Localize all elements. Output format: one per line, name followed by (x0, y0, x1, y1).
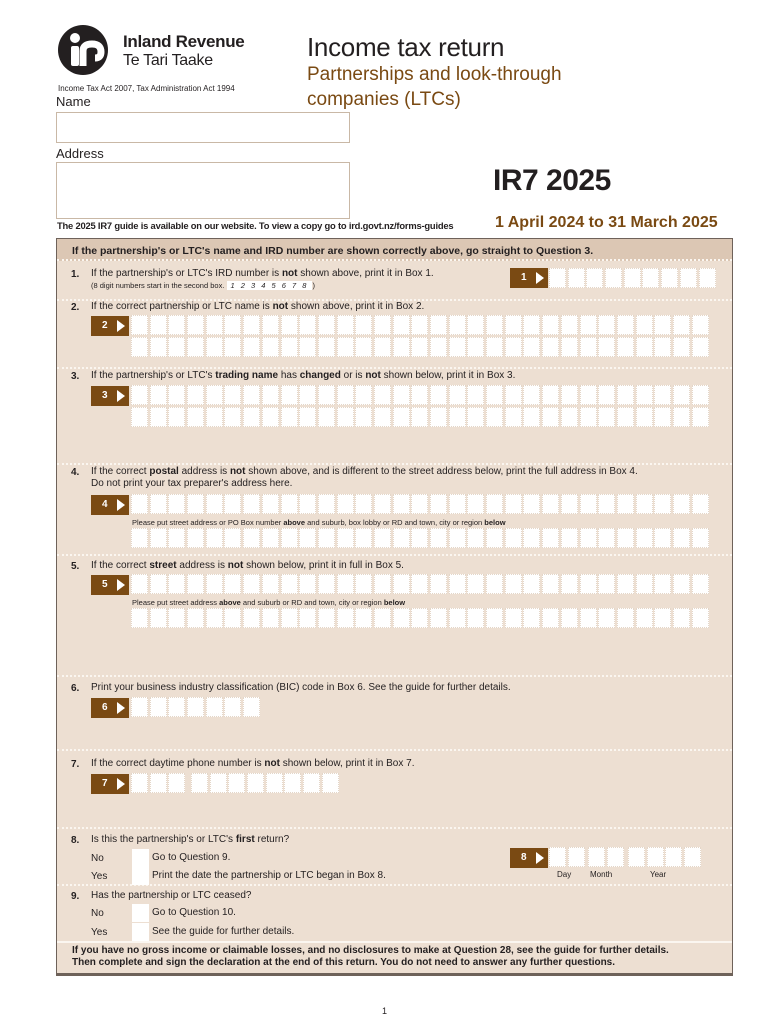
arrow-right-icon (117, 579, 125, 591)
option-yes-label: Yes (91, 927, 108, 938)
questions-panel (56, 238, 733, 976)
box-8-month-input[interactable] (588, 847, 624, 867)
question-number: 9. (71, 891, 80, 902)
question-text: Has the partnership or LTC ceased? (91, 890, 252, 901)
question-number: 8. (71, 835, 80, 846)
box-4-hint: Please put street address or PO Box number above and suburb, box lobby or RD and town, city or region below (132, 518, 506, 527)
box-1-label: 1 (510, 268, 548, 288)
arrow-right-icon (117, 702, 125, 714)
question-3 (57, 367, 732, 465)
brand-maori-name: Te Tari Taake (123, 52, 213, 69)
question-text: If the partnership's or LTC's trading name has changed or is not shown below, print it in Box 3. (91, 370, 516, 381)
option-yes-label: Yes (91, 871, 108, 882)
question-2 (57, 299, 732, 369)
box-4-label: 4 (91, 495, 129, 515)
question-text: If the partnership's or LTC's IRD number is not shown above, print it in Box 1. (91, 268, 434, 279)
option-no-checkbox[interactable] (132, 904, 149, 922)
arrow-right-icon (536, 852, 544, 864)
option-no-instruction: Go to Question 9. (152, 852, 231, 863)
arrow-right-icon (117, 778, 125, 790)
question-8 (57, 827, 732, 886)
question-number: 5. (71, 561, 80, 572)
box-5-hint: Please put street address above and suburb or RD and town, city or region below (132, 598, 406, 607)
brand-name: Inland Revenue (123, 32, 245, 51)
option-yes-checkbox[interactable] (132, 867, 149, 885)
box-8-year-input[interactable] (628, 847, 701, 867)
box-2-label: 2 (91, 316, 129, 336)
box-4-postal-address-row-2[interactable] (131, 528, 709, 548)
box-3-trading-name-row-1[interactable] (131, 385, 709, 405)
arrow-right-icon (117, 499, 125, 511)
box-7-phone-prefix-input[interactable] (131, 773, 185, 793)
guide-note: The 2025 IR7 guide is available on our website. To view a copy go to ird.govt.nz/forms-guides (57, 220, 454, 231)
digit-note: (8 digit numbers start in the second box. 1 2 3 4 5 6 7 8 ) (91, 281, 315, 290)
option-yes-instruction: Print the date the partnership or LTC began in Box 8. (152, 870, 386, 881)
box-5-street-address-row-1[interactable] (131, 574, 709, 594)
box-7-phone-number-input[interactable] (191, 773, 339, 793)
box-5-label: 5 (91, 575, 129, 595)
question-number: 2. (71, 302, 80, 313)
question-6 (57, 675, 732, 751)
example-digits: 1 2 3 4 5 6 7 8 (227, 281, 313, 290)
arrow-right-icon (117, 390, 125, 402)
question-1 (57, 261, 732, 301)
question-number: 4. (71, 467, 80, 478)
page-number: 1 (382, 1006, 388, 1016)
box-3-trading-name-row-2[interactable] (131, 407, 709, 427)
box-5-street-address-row-2[interactable] (131, 608, 709, 628)
legislation-note: Income Tax Act 2007, Tax Administration Act 1994 (58, 84, 235, 93)
question-4 (57, 463, 732, 556)
option-no-label: No (91, 853, 104, 864)
box-1-ird-number-input[interactable] (549, 268, 716, 288)
box-2-name-row-1[interactable] (131, 315, 709, 335)
name-label: Name (56, 94, 91, 109)
intro-instruction: If the partnership's or LTC's name and IRD number are shown correctly above, go straight to Question 3. (57, 239, 732, 261)
no-income-warning: If you have no gross income or claimable losses, and no disclosures to make at Question 28, see the guide for further details. Then complete and sign the declaration at the end of this return. You do not need to answer any further questions. (72, 945, 669, 968)
question-text: If the correct street address is not shown below, print it in full in Box 5. (91, 560, 404, 571)
question-number: 7. (71, 759, 80, 770)
question-text: If the correct daytime phone number is not shown below, print it in Box 7. (91, 758, 415, 769)
question-number: 3. (71, 371, 80, 382)
question-9 (57, 884, 732, 942)
question-text: Print your business industry classification (BIC) code in Box 6. See the guide for further details. (91, 682, 511, 693)
question-text: Is this the partnership's or LTC's first return? (91, 834, 290, 845)
option-no-instruction: Go to Question 10. (152, 907, 236, 918)
month-label: Month (590, 870, 613, 879)
form-code: IR7 2025 (493, 164, 611, 197)
box-6-label: 6 (91, 698, 129, 718)
box-4-postal-address-row-1[interactable] (131, 494, 709, 514)
arrow-right-icon (117, 320, 125, 332)
day-label: Day (557, 870, 572, 879)
question-5 (57, 554, 732, 677)
form-title: Income tax return (307, 32, 505, 62)
inland-revenue-logo-icon (58, 25, 114, 75)
box-2-name-row-2[interactable] (131, 337, 709, 357)
address-label: Address (56, 146, 104, 161)
box-6-bic-code-input[interactable] (131, 697, 260, 717)
question-number: 1. (71, 269, 80, 280)
question-text: If the correct partnership or LTC name is not shown above, print it in Box 2. (91, 301, 425, 312)
box-7-label: 7 (91, 774, 129, 794)
box-8-label: 8 (510, 848, 548, 868)
address-field[interactable] (56, 162, 350, 219)
arrow-right-icon (536, 272, 544, 284)
option-no-checkbox[interactable] (132, 849, 149, 867)
question-number: 6. (71, 683, 80, 694)
box-3-label: 3 (91, 386, 129, 406)
question-text: If the correct postal address is not shown above, and is different to the street address below, print the full address in Box 4. Do not print your tax preparer's address here. (91, 466, 638, 489)
box-8-day-input[interactable] (549, 847, 585, 867)
question-7 (57, 749, 732, 829)
name-field[interactable] (56, 112, 350, 143)
option-no-label: No (91, 908, 104, 919)
year-label: Year (650, 870, 667, 879)
option-yes-checkbox[interactable] (132, 923, 149, 941)
form-subtitle: Partnerships and look-through companies (LTCs) (307, 64, 562, 110)
option-yes-instruction: See the guide for further details. (152, 926, 295, 937)
tax-period: 1 April 2024 to 31 March 2025 (495, 214, 718, 231)
